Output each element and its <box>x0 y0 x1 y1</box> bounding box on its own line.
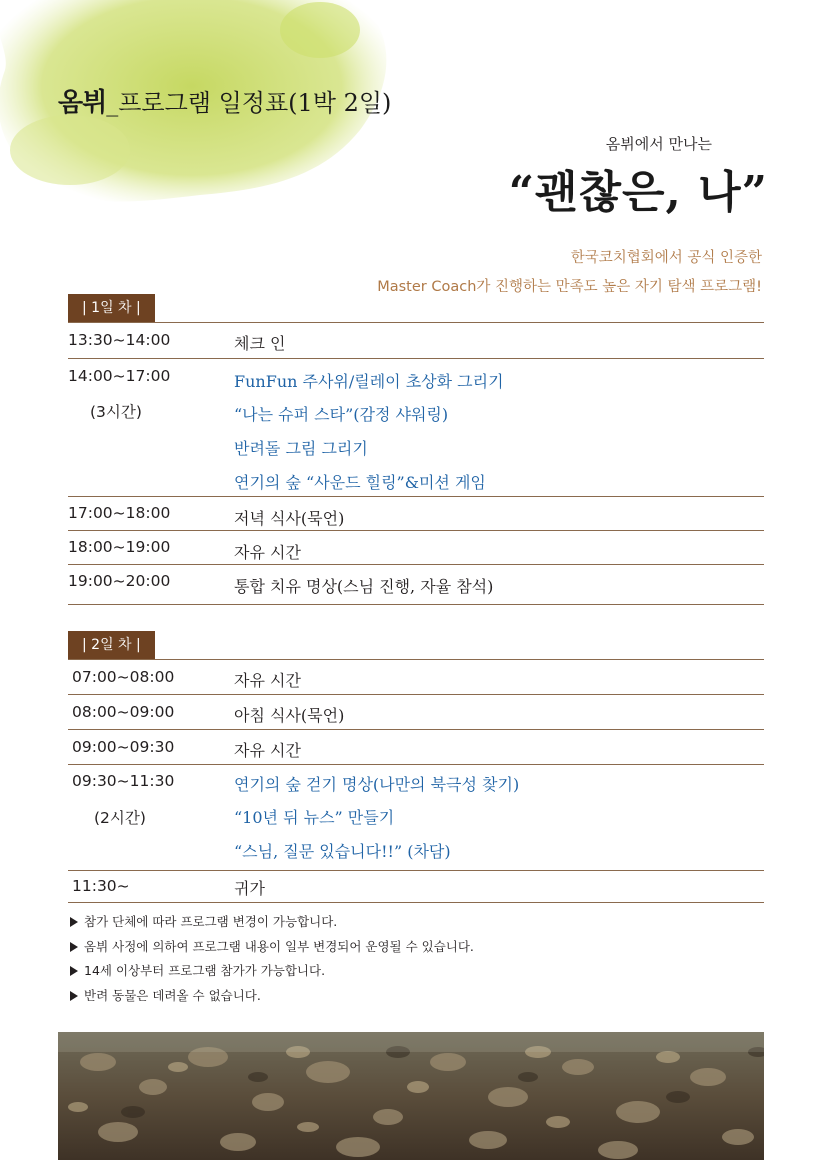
row-time: 17:00~18:00 <box>68 504 171 522</box>
note-item <box>70 986 474 1011</box>
schedule-row <box>68 694 764 729</box>
subtitle: 옴뷔에서 만나는 <box>605 135 712 153</box>
day1-rule-bottom <box>68 604 764 605</box>
row-activity: “스님, 질문 있습니다!!” (차담) <box>234 842 451 861</box>
day1-badge: | 1일 차 | <box>68 294 155 322</box>
row-duration: (3시간) <box>90 403 142 421</box>
row-activity: 반려돌 그림 그리기 <box>234 439 368 458</box>
row-activity: 저녁 식사(묵언) <box>234 509 345 528</box>
row-activity: 자유 시간 <box>234 671 301 690</box>
note-item <box>70 961 474 986</box>
row-activity: 체크 인 <box>234 334 286 353</box>
stream-pebbles-photo <box>58 1032 764 1160</box>
row-activity: 자유 시간 <box>234 543 301 562</box>
row-activity: 귀가 <box>234 879 265 898</box>
note-text: 옴뷔 사정에 의하여 프로그램 내용이 일부 변경되어 운영될 수 있습니다. <box>84 938 474 954</box>
tagline-line-2: Master Coach가 진행하는 만족도 높은 자기 탐색 프로그램! <box>377 279 762 295</box>
day2-rule-bottom <box>68 902 764 903</box>
row-activity: “나는 슈퍼 스타”(감정 샤워링) <box>234 405 449 424</box>
row-time: 08:00~09:00 <box>72 703 175 721</box>
schedule-row <box>68 870 764 902</box>
schedule-row <box>68 496 764 530</box>
notes-list <box>70 912 474 1010</box>
schedule-row <box>68 764 764 870</box>
row-activity: 연기의 숲 “사운드 힐링”&미션 게임 <box>234 473 486 492</box>
row-time: 11:30~ <box>72 877 130 895</box>
row-time: 14:00~17:00 <box>68 367 171 385</box>
schedule-row <box>68 358 764 496</box>
row-activity: 자유 시간 <box>234 741 301 760</box>
row-time: 07:00~08:00 <box>72 668 175 686</box>
note-text: 14세 이상부터 프로그램 참가가 가능합니다. <box>84 963 326 978</box>
schedule-row <box>68 564 764 604</box>
title-text: _프로그램 일정표(1박 2일) <box>106 89 392 117</box>
brand-name: 옴뷔 <box>58 88 107 118</box>
note-text: 참가 단체에 따라 프로그램 변경이 가능합니다. <box>84 914 338 929</box>
day2-badge: | 2일 차 | <box>68 631 155 659</box>
row-activity: FunFun 주사위/릴레이 초상화 그리기 <box>234 372 504 391</box>
schedule-row <box>68 729 764 764</box>
triangle-bullet-icon <box>70 917 78 927</box>
pebbles-illustration <box>58 1032 764 1160</box>
tagline-line-1: 한국코치협회에서 공식 인증한 <box>570 250 762 266</box>
row-time: 13:30~14:00 <box>68 331 171 349</box>
main-title: “괜찮은, 나” <box>508 167 768 218</box>
row-activity: 연기의 숲 걷기 명상(나만의 북극성 찾기) <box>234 775 520 794</box>
row-time: 09:30~11:30 <box>72 772 175 790</box>
row-activity: 아침 식사(묵언) <box>234 706 345 725</box>
triangle-bullet-icon <box>70 991 78 1001</box>
row-time: 19:00~20:00 <box>68 572 171 590</box>
schedule-row <box>68 659 764 694</box>
row-duration: (2시간) <box>94 809 146 827</box>
row-activity: “10년 뒤 뉴스” 만들기 <box>234 808 395 827</box>
row-activity: 통합 치유 명상(스님 진행, 자율 참석) <box>234 577 494 596</box>
page-title <box>58 82 391 119</box>
triangle-bullet-icon <box>70 966 78 976</box>
watercolor-blob <box>0 0 460 240</box>
schedule-row <box>68 530 764 564</box>
note-text: 반려 동물은 데려올 수 없습니다. <box>84 987 261 1003</box>
note-item <box>70 912 474 937</box>
note-item <box>70 937 474 962</box>
row-time: 18:00~19:00 <box>68 538 171 556</box>
triangle-bullet-icon <box>70 942 78 952</box>
schedule-row <box>68 322 764 358</box>
row-time: 09:00~09:30 <box>72 738 175 756</box>
